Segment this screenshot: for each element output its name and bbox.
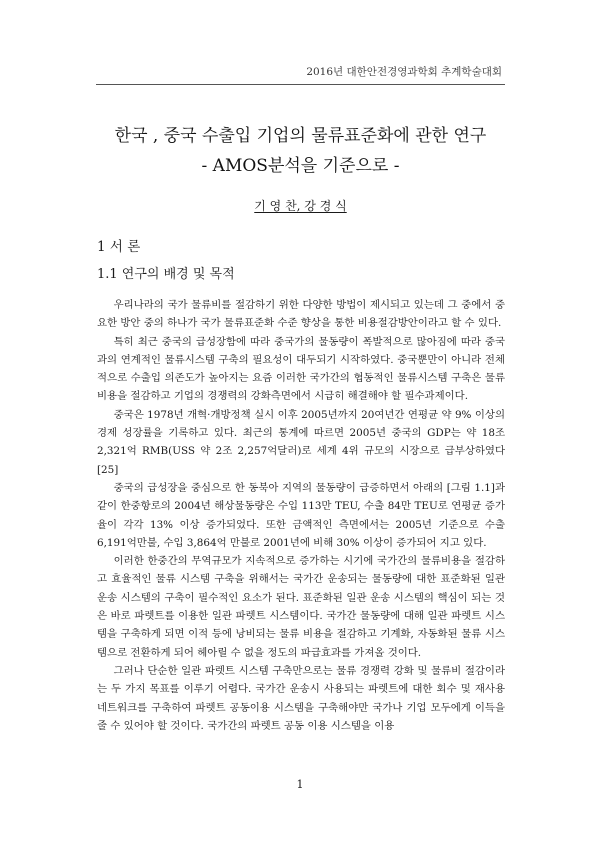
paragraph-4: 중국의 급성장을 중심으로 한 동북아 지역의 물동량이 급증하면서 아래의 [그림 1.1]과 같이 한중항로의 2004년 해상물동량은 수입 113만 TEU, 수출 84만 TEU로 연평균 증가율이 각각 13% 이상 증가되었다. 또한 금액적인 측면에서는 2005년 기준으로 수출 6,191억만불, 수입 3,864억 만불로 2001년에 비해 30% 이상이 증가되어 지고 있다.	[97, 481, 505, 549]
body-text	[97, 296, 505, 735]
paragraph-3: 중국은 1978년 개혁·개방정책 실시 이후 2005년까지 20여년간 연평균 약 9% 이상의 경제 성장률을 기록하고 있다. 최근의 통계에 따르면 2005년 중국의 GDP는 약 18조 2,321억 RMB(USS 약 2조 2,257억달러)로 세계 4위 규모의 시장으로 급부상하였다[25]	[97, 408, 505, 476]
header-rule	[96, 84, 505, 85]
paragraph-2: 특히 최근 중국의 급성장함에 따라 중국가의 물동량이 폭발적으로 많아짐에 따라 중국과의 연계적인 물류시스템 구축의 필요성이 대두되기 시작하였다. 중국뿐만이 아니라 전체적으로 수출입 의존도가 높아지는 요즘 이러한 국가간의 협동적인 물류시스템 구축은 물류비용을 절감하고 기업의 경쟁력의 강화측면에서 시급히 해결해야 할 필수과제이다.	[97, 335, 505, 403]
paper-title: 한국 , 중국 수출입 기업의 물류표준화에 관한 연구	[114, 126, 487, 146]
section-heading-1: 1 서 론	[97, 239, 141, 255]
paragraph-5: 이러한 한중간의 무역규모가 지속적으로 증가하는 시기에 국가간의 물류비용을 절감하고 효율적인 물류 시스템 구축을 위해서는 국가간 운송되는 물동량에 대한 표준화된 일관 운송 시스템의 구축이 필수적인 요소가 된다. 표준화된 일관 운송 시스템의 핵심이 되는 것은 바로 파렛트를 이용한 일관 파렛트 시스템이다. 국가간 물동량에 대해 일관 파렛트 시스템을 구축하게 되면 이적 등에 낭비되는 물류 비용을 절감하고 기계화, 자동화된 물류 시스템으로 전환하게 되어 헤아릴 수 없을 정도의 파급효과를 가져올 것이다.	[97, 555, 505, 659]
authors: 기 영 찬, 강 경 식	[254, 199, 347, 213]
section-heading-1-1: 1.1 연구의 배경 및 목적	[97, 267, 235, 282]
running-header: 2016년 대한안전경영과학회 추계학술대회	[306, 66, 502, 78]
paper-subtitle: - AMOS분석을 기준으로 -	[201, 156, 400, 176]
page-number: 1	[296, 778, 304, 791]
paragraph-1: 우리나라의 국가 물류비를 절감하기 위한 다양한 방법이 제시되고 있는데 그 중에서 중요한 방안 중의 하나가 국가 물류표준화 수준 향상을 통한 비용절감방안이라고 할 수 있다.	[97, 299, 505, 330]
paragraph-6: 그러나 단순한 일관 파렛트 시스템 구축만으로는 물류 경쟁력 강화 및 물류비 절감이라는 두 가지 목표를 이루기 어렵다. 국가간 운송시 사용되는 파렛트에 대한 회수 및 재사용 네트워크를 구축하여 파렛트 공동이용 시스템을 구축해야만 국가나 기업 모두에게 이득을 줄 수 있어야 할 것이다. 국가간의 파렛트 공동 이용 시스템을 이용	[97, 664, 505, 732]
